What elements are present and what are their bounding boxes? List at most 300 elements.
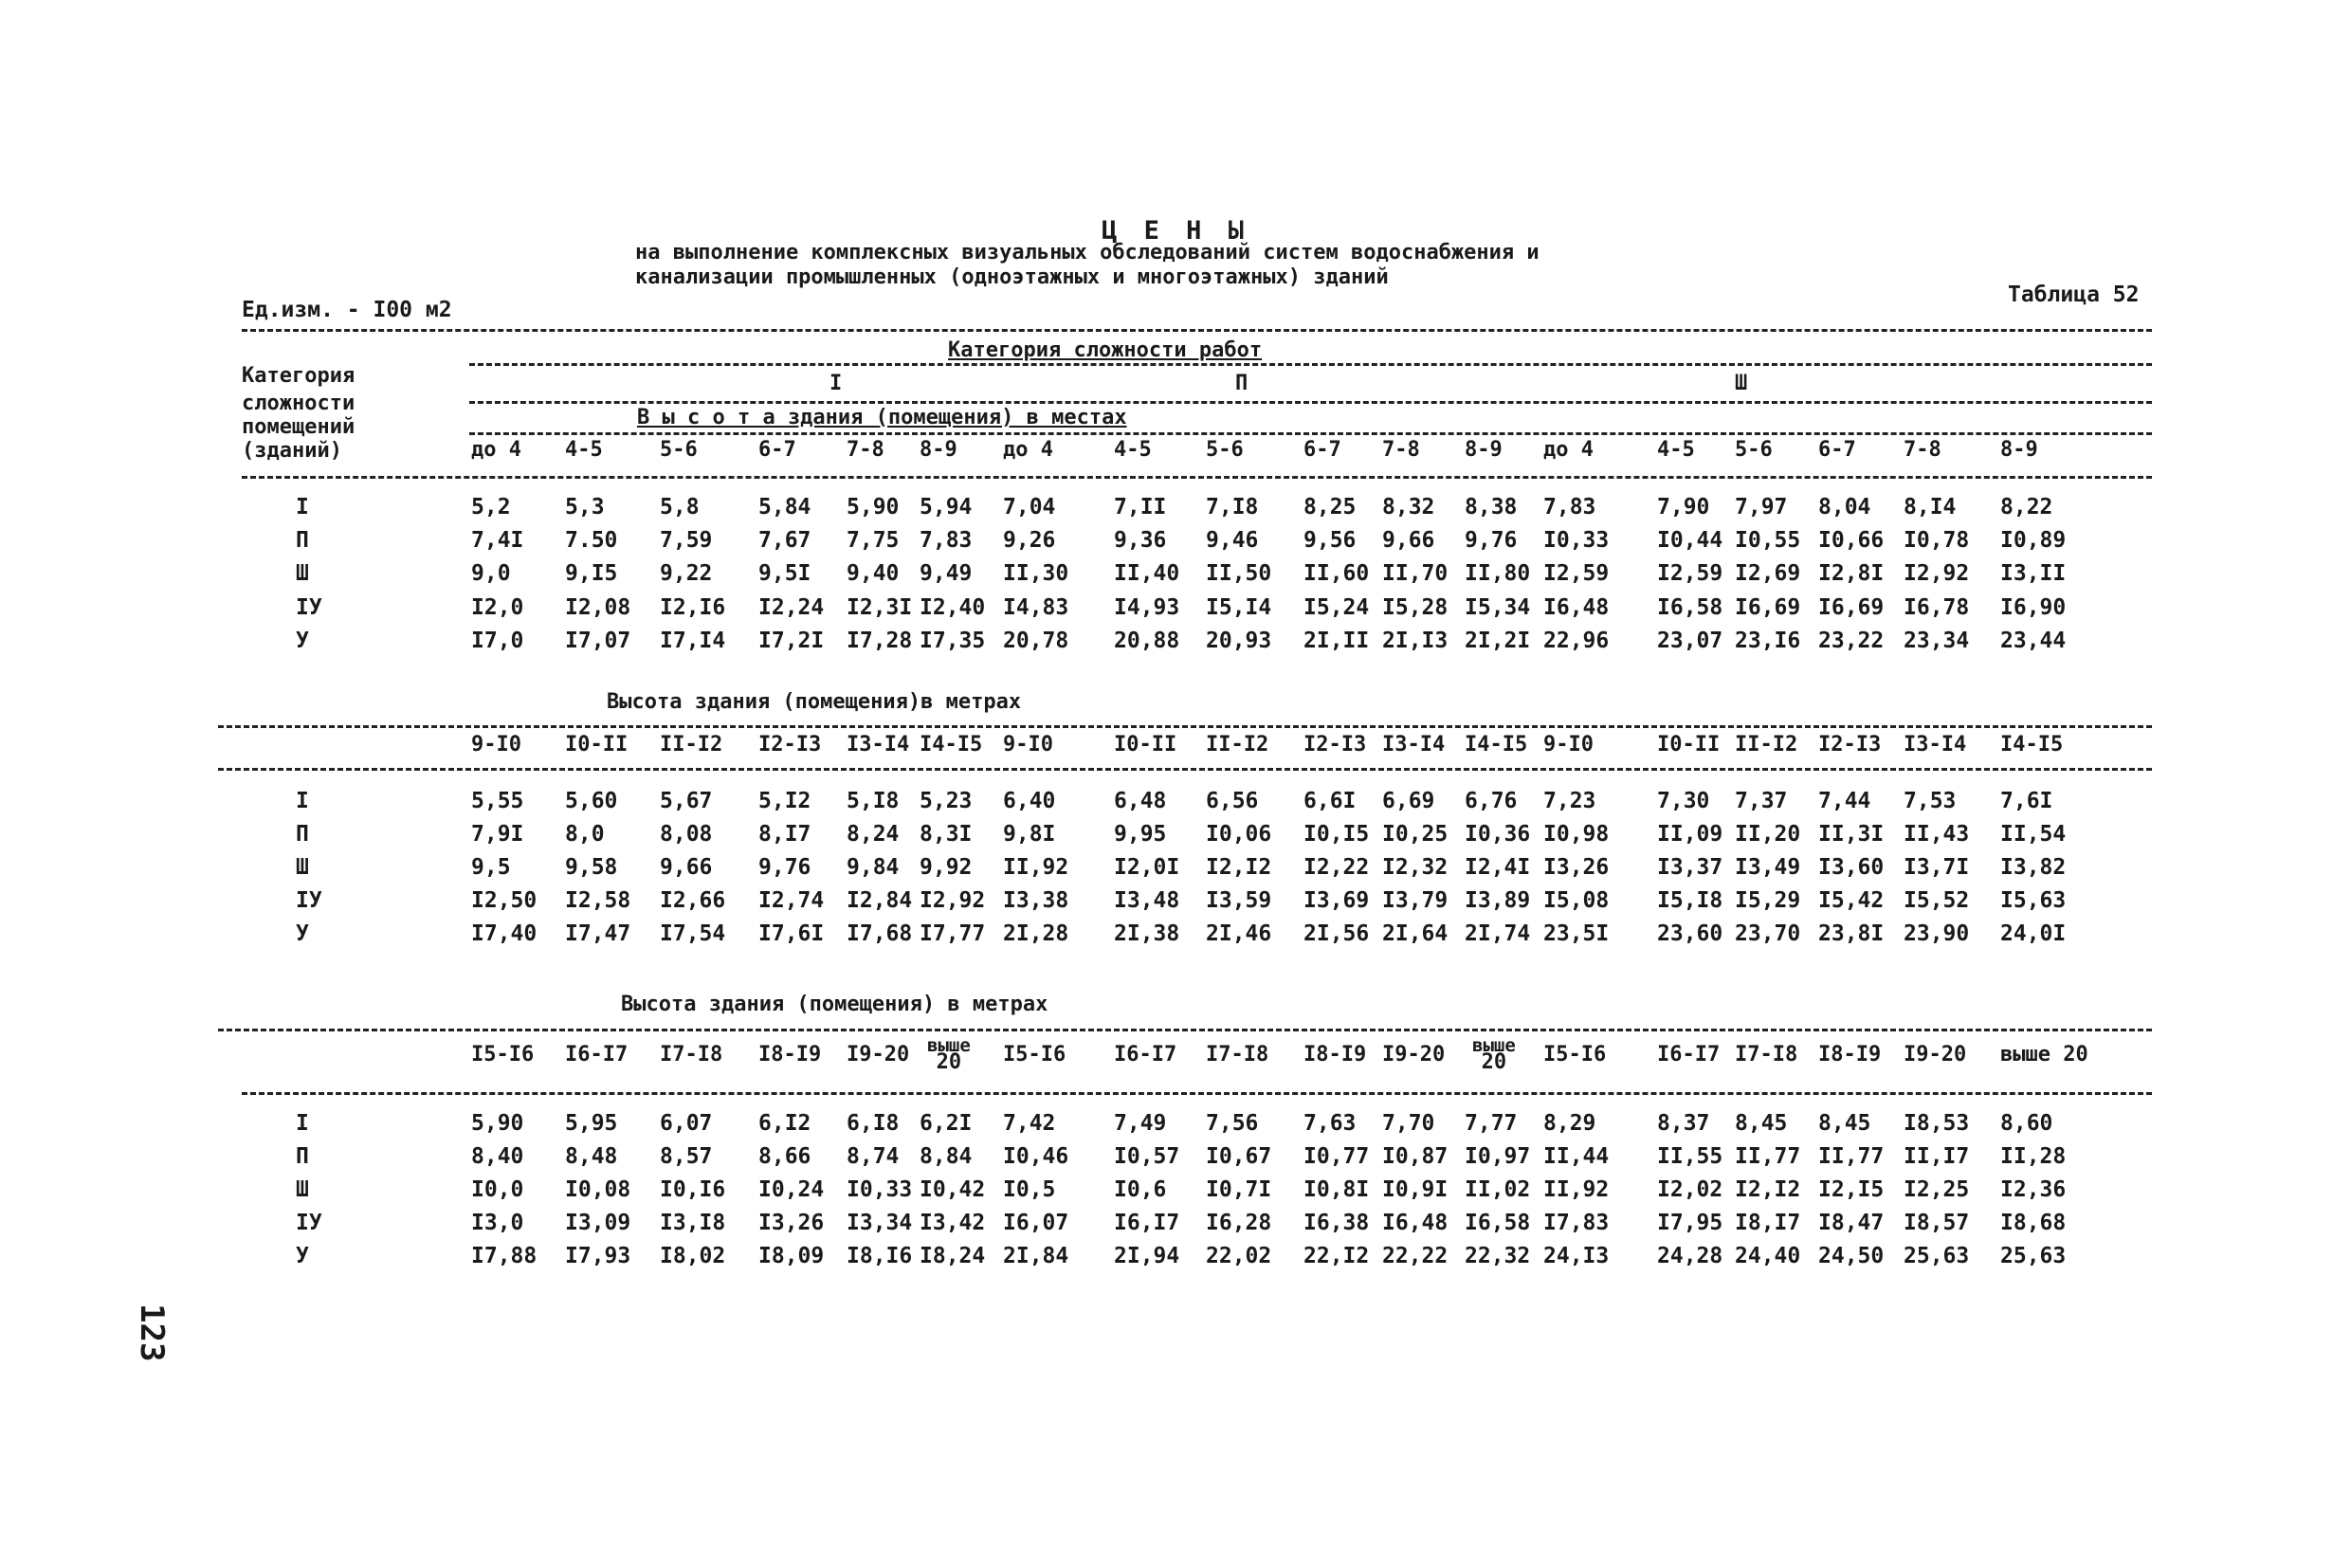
column-header: I6-I7	[565, 1043, 629, 1067]
table-cell: I0,33	[1543, 528, 1610, 553]
table-cell: 9,92	[920, 855, 973, 880]
table-cell: 5,90	[847, 495, 900, 520]
column-header: II-I2	[1206, 733, 1269, 757]
column-header: 7-8	[1382, 438, 1420, 462]
section2-rule-bottom	[218, 768, 2152, 771]
table-cell: I2,69	[1735, 561, 1801, 586]
table-cell: 6,07	[660, 1111, 713, 1136]
table-cell: 7,44	[1818, 789, 1871, 813]
column-header: I5-I6	[1543, 1043, 1607, 1067]
table-cell: II,54	[2000, 822, 2067, 847]
table-cell: I7,77	[920, 921, 986, 946]
table-cell: I3,38	[1003, 888, 1069, 913]
table-cell: 7,83	[920, 528, 973, 553]
table-cell: I2,02	[1657, 1177, 1723, 1202]
table-cell: 8,45	[1735, 1111, 1788, 1136]
table-cell: 6,I8	[847, 1111, 900, 1136]
table-cell: I2,I2	[1735, 1177, 1801, 1202]
table-cell: I2,40	[920, 595, 986, 620]
table-cell: I6,69	[1735, 595, 1801, 620]
table-cell: I5,I4	[1206, 595, 1272, 620]
table-cell: II,70	[1382, 561, 1449, 586]
table-cell: 5,23	[920, 789, 973, 813]
column-header: I9-20	[1904, 1043, 1967, 1067]
height-caption-first: В ы с о т а здания (помещения) в местах	[637, 406, 1127, 429]
table-cell: 2I,64	[1382, 921, 1449, 946]
table-cell: I0,44	[1657, 528, 1723, 553]
table-cell: 24,28	[1657, 1244, 1723, 1268]
column-header: II-I2	[660, 733, 723, 757]
table-cell: I7,I4	[660, 629, 726, 653]
table-cell: I0,I5	[1303, 822, 1370, 847]
table-number: Таблица 52	[2008, 283, 2140, 307]
table-cell: 8,3I	[920, 822, 973, 847]
table-cell: II,40	[1114, 561, 1180, 586]
table-cell: 23,I6	[1735, 629, 1801, 653]
table-cell: I5,24	[1303, 595, 1370, 620]
table-cell: 8,24	[847, 822, 900, 847]
table-cell: I6,90	[2000, 595, 2067, 620]
table-cell: 9,5	[471, 855, 511, 880]
table-cell: I3,I8	[660, 1211, 726, 1235]
group-label-1: I	[829, 372, 843, 395]
table-cell: 8,08	[660, 822, 713, 847]
rule-category	[469, 363, 2152, 366]
table-cell: I2,59	[1543, 561, 1610, 586]
table-cell: I0,66	[1818, 528, 1885, 553]
table-cell: 6,56	[1206, 789, 1259, 813]
table-cell: I5,34	[1465, 595, 1531, 620]
table-cell: 7,67	[758, 528, 811, 553]
table-cell: I8,09	[758, 1244, 825, 1268]
table-cell: I0,9I	[1382, 1177, 1449, 1202]
table-cell: 9,56	[1303, 528, 1357, 553]
table-cell: II,50	[1206, 561, 1272, 586]
table-cell: I3,7I	[1904, 855, 1970, 880]
table-cell: I0,7I	[1206, 1177, 1272, 1202]
table-cell: 6,40	[1003, 789, 1056, 813]
table-cell: 7,04	[1003, 495, 1056, 520]
table-cell: 6,48	[1114, 789, 1167, 813]
row-label: Ш	[296, 561, 309, 586]
table-cell: I2,25	[1904, 1177, 1970, 1202]
column-header: 4-5	[1114, 438, 1152, 462]
table-cell: 2I,94	[1114, 1244, 1180, 1268]
table-cell: 8,29	[1543, 1111, 1596, 1136]
column-header: I6-I7	[1114, 1043, 1177, 1067]
table-cell: I3,II	[2000, 561, 2067, 586]
table-cell: I5,08	[1543, 888, 1610, 913]
table-cell: 7,30	[1657, 789, 1710, 813]
rule-height	[469, 432, 2152, 435]
table-cell: I0,77	[1303, 1144, 1370, 1169]
table-cell: 8,74	[847, 1144, 900, 1169]
table-cell: I5,42	[1818, 888, 1885, 913]
column-header: до 4	[1543, 438, 1594, 462]
table-cell: I2,58	[565, 888, 631, 913]
table-cell: I3,0	[471, 1211, 524, 1235]
table-cell: 7,49	[1114, 1111, 1167, 1136]
table-cell: I7,68	[847, 921, 913, 946]
table-cell: I2,36	[2000, 1177, 2067, 1202]
table-cell: I5,28	[1382, 595, 1449, 620]
table-cell: I3,69	[1303, 888, 1370, 913]
table-cell: II,92	[1003, 855, 1069, 880]
column-header: I4-I5	[2000, 733, 2064, 757]
table-cell: I2,92	[920, 888, 986, 913]
table-cell: 23,90	[1904, 921, 1970, 946]
table-cell: 5,3	[565, 495, 605, 520]
table-cell: 9,40	[847, 561, 900, 586]
column-header: 5-6	[660, 438, 698, 462]
row-label: IУ	[296, 888, 322, 913]
column-header: II-I2	[1735, 733, 1798, 757]
table-cell: 23,8I	[1818, 921, 1885, 946]
table-cell: 2I,56	[1303, 921, 1370, 946]
unit-of-measure: Ед.изм. - I00 м2	[242, 298, 452, 322]
column-header: 8-9	[2000, 438, 2038, 462]
rule-header-bottom	[242, 476, 2152, 479]
table-cell: 8,37	[1657, 1111, 1710, 1136]
table-cell: I0,5	[1003, 1177, 1056, 1202]
table-cell: 2I,38	[1114, 921, 1180, 946]
rule-top	[242, 329, 2152, 332]
table-cell: I3,60	[1818, 855, 1885, 880]
table-cell: I2,84	[847, 888, 913, 913]
column-header: 8-9	[920, 438, 957, 462]
table-cell: 5,2	[471, 495, 511, 520]
table-cell: 8,0	[565, 822, 605, 847]
group-label-2: П	[1235, 372, 1248, 395]
table-cell: I6,58	[1465, 1211, 1531, 1235]
table-cell: 2I,II	[1303, 629, 1370, 653]
table-cell: I0,08	[565, 1177, 631, 1202]
table-cell: I5,52	[1904, 888, 1970, 913]
table-cell: 8,60	[2000, 1111, 2053, 1136]
column-header: 6-7	[1818, 438, 1856, 462]
table-cell: I7,83	[1543, 1211, 1610, 1235]
table-cell: 22,96	[1543, 629, 1610, 653]
table-cell: 23,44	[2000, 629, 2067, 653]
table-cell: I5,I8	[1657, 888, 1723, 913]
table-cell: 7,56	[1206, 1111, 1259, 1136]
table-cell: 5,67	[660, 789, 713, 813]
table-cell: 9,46	[1206, 528, 1259, 553]
table-cell: 7,6I	[2000, 789, 2053, 813]
table-cell: 2I,2I	[1465, 629, 1531, 653]
row-label: У	[296, 921, 309, 946]
row-label: П	[296, 1144, 309, 1169]
table-cell: 2I,I3	[1382, 629, 1449, 653]
table-cell: I6,78	[1904, 595, 1970, 620]
table-cell: I2,0I	[1114, 855, 1180, 880]
table-cell: I8,I7	[1735, 1211, 1801, 1235]
table-cell: I3,82	[2000, 855, 2067, 880]
table-cell: 8,38	[1465, 495, 1518, 520]
table-cell: I2,74	[758, 888, 825, 913]
table-cell: I8,68	[2000, 1211, 2067, 1235]
table-cell: I7,35	[920, 629, 986, 653]
table-cell: 24,50	[1818, 1244, 1885, 1268]
table-cell: I2,66	[660, 888, 726, 913]
category-header-title: Категория сложности работ	[948, 338, 1263, 362]
column-header: I9-20	[847, 1043, 910, 1067]
column-header: I8-I9	[1303, 1043, 1367, 1067]
table-cell: 23,60	[1657, 921, 1723, 946]
table-cell: I2,08	[565, 595, 631, 620]
table-cell: 25,63	[1904, 1244, 1970, 1268]
table-cell: 9,84	[847, 855, 900, 880]
table-cell: I3,09	[565, 1211, 631, 1235]
table-cell: 8,48	[565, 1144, 618, 1169]
column-header: I7-I8	[1735, 1043, 1798, 1067]
column-header: I7-I8	[660, 1043, 723, 1067]
section2-rule-top	[218, 725, 2152, 728]
table-cell: II,77	[1818, 1144, 1885, 1169]
table-cell: I3,26	[1543, 855, 1610, 880]
table-cell: I0,89	[2000, 528, 2067, 553]
table-cell: I2,I5	[1818, 1177, 1885, 1202]
table-cell: I5,29	[1735, 888, 1801, 913]
table-cell: 8,57	[660, 1144, 713, 1169]
table-cell: 5,84	[758, 495, 811, 520]
table-cell: I0,24	[758, 1177, 825, 1202]
table-cell: I2,22	[1303, 855, 1370, 880]
table-cell: I7,28	[847, 629, 913, 653]
table-cell: I2,I6	[660, 595, 726, 620]
table-cell: I2,50	[471, 888, 538, 913]
table-cell: I7,47	[565, 921, 631, 946]
table-cell: 9,0	[471, 561, 511, 586]
table-cell: II,77	[1735, 1144, 1801, 1169]
table-cell: 23,07	[1657, 629, 1723, 653]
table-cell: I0,97	[1465, 1144, 1531, 1169]
table-cell: 9,76	[758, 855, 811, 880]
column-header: выше 20	[927, 1035, 971, 1074]
table-cell: 7,23	[1543, 789, 1596, 813]
column-header: I7-I8	[1206, 1043, 1269, 1067]
table-cell: 22,32	[1465, 1244, 1531, 1268]
table-cell: I0,6	[1114, 1177, 1167, 1202]
table-cell: I7,93	[565, 1244, 631, 1268]
table-cell: 23,22	[1818, 629, 1885, 653]
table-cell: 5,95	[565, 1111, 618, 1136]
table-cell: I6,48	[1543, 595, 1610, 620]
column-header: 9-I0	[1543, 733, 1594, 757]
column-header: 9-I0	[1003, 733, 1053, 757]
table-cell: 8,22	[2000, 495, 2053, 520]
table-cell: I0,46	[1003, 1144, 1069, 1169]
document-subtitle-line1: на выполнение комплексных визуальных обследований систем водоснабжения и	[635, 241, 1540, 264]
table-cell: I6,69	[1818, 595, 1885, 620]
table-cell: 5,94	[920, 495, 973, 520]
table-cell: 9,95	[1114, 822, 1167, 847]
column-header: I8-I9	[758, 1043, 822, 1067]
column-header: выше 20	[1472, 1035, 1516, 1074]
table-cell: II,55	[1657, 1144, 1723, 1169]
table-cell: I0,0	[471, 1177, 524, 1202]
table-cell: 23,34	[1904, 629, 1970, 653]
table-cell: 8,45	[1818, 1111, 1871, 1136]
table-cell: 9,5I	[758, 561, 811, 586]
column-header: 7-8	[847, 438, 884, 462]
table-cell: II,02	[1465, 1177, 1531, 1202]
column-header: 4-5	[1657, 438, 1695, 462]
row-label: IУ	[296, 1211, 322, 1235]
column-header: I3-I4	[847, 733, 910, 757]
table-cell: I6,38	[1303, 1211, 1370, 1235]
table-cell: II,92	[1543, 1177, 1610, 1202]
table-cell: II,09	[1657, 822, 1723, 847]
row-label: Ш	[296, 855, 309, 880]
table-cell: 7,4I	[471, 528, 524, 553]
table-cell: 24,40	[1735, 1244, 1801, 1268]
table-cell: I6,07	[1003, 1211, 1069, 1235]
table-cell: 24,0I	[2000, 921, 2067, 946]
row-label: Ш	[296, 1177, 309, 1202]
table-cell: 7,I8	[1206, 495, 1259, 520]
column-header: I2-I3	[1818, 733, 1882, 757]
table-cell: 2I,46	[1206, 921, 1272, 946]
table-cell: 7,97	[1735, 495, 1788, 520]
table-cell: 7,75	[847, 528, 900, 553]
table-cell: II,80	[1465, 561, 1531, 586]
table-cell: 7,77	[1465, 1111, 1518, 1136]
table-cell: 5,55	[471, 789, 524, 813]
table-cell: I2,3I	[847, 595, 913, 620]
table-cell: 8,66	[758, 1144, 811, 1169]
table-cell: 22,02	[1206, 1244, 1272, 1268]
table-cell: 9,22	[660, 561, 713, 586]
table-cell: II,43	[1904, 822, 1970, 847]
table-cell: 6,6I	[1303, 789, 1357, 813]
table-cell: I0,06	[1206, 822, 1272, 847]
column-header: I5-I6	[1003, 1043, 1066, 1067]
table-cell: 9,66	[1382, 528, 1435, 553]
table-cell: 8,I7	[758, 822, 811, 847]
table-cell: I0,67	[1206, 1144, 1272, 1169]
table-cell: 8,40	[471, 1144, 524, 1169]
table-cell: I6,58	[1657, 595, 1723, 620]
table-cell: 9,8I	[1003, 822, 1056, 847]
table-cell: 7.50	[565, 528, 618, 553]
table-cell: I8,57	[1904, 1211, 1970, 1235]
table-cell: I4,93	[1114, 595, 1180, 620]
column-header: 7-8	[1904, 438, 1941, 462]
table-cell: I8,24	[920, 1244, 986, 1268]
table-cell: I8,53	[1904, 1111, 1970, 1136]
table-cell: I2,0	[471, 595, 524, 620]
table-cell: I2,59	[1657, 561, 1723, 586]
column-header: до 4	[471, 438, 521, 462]
column-header: I2-I3	[1303, 733, 1367, 757]
section2-caption: Высота здания (помещения)в метрах	[607, 690, 1022, 714]
table-cell: 2I,74	[1465, 921, 1531, 946]
table-cell: 9,26	[1003, 528, 1056, 553]
table-cell: I3,59	[1206, 888, 1272, 913]
table-cell: 9,66	[660, 855, 713, 880]
column-header: I0-II	[1657, 733, 1721, 757]
table-cell: I8,47	[1818, 1211, 1885, 1235]
table-cell: I7,6I	[758, 921, 825, 946]
table-cell: 5,I2	[758, 789, 811, 813]
group-label-3: Ш	[1735, 372, 1748, 395]
table-cell: I0,36	[1465, 822, 1531, 847]
section3-rule-top	[218, 1029, 2152, 1031]
row-label: I	[296, 789, 309, 813]
table-cell: 7,63	[1303, 1111, 1357, 1136]
table-cell: 7,II	[1114, 495, 1167, 520]
table-cell: 6,69	[1382, 789, 1435, 813]
table-cell: 22,22	[1382, 1244, 1449, 1268]
table-cell: 9,58	[565, 855, 618, 880]
table-cell: 6,2I	[920, 1111, 973, 1136]
side-header-line3: помещений	[242, 415, 355, 439]
table-cell: 20,88	[1114, 629, 1180, 653]
row-label: У	[296, 629, 309, 653]
column-header: I6-I7	[1657, 1043, 1721, 1067]
table-cell: I2,92	[1904, 561, 1970, 586]
table-cell: I0,87	[1382, 1144, 1449, 1169]
table-cell: I6,48	[1382, 1211, 1449, 1235]
table-cell: 7,59	[660, 528, 713, 553]
column-header: I4-I5	[920, 733, 983, 757]
table-cell: I0,98	[1543, 822, 1610, 847]
table-cell: 7,9I	[471, 822, 524, 847]
table-cell: I7,2I	[758, 629, 825, 653]
table-cell: I2,4I	[1465, 855, 1531, 880]
table-cell: 7,70	[1382, 1111, 1435, 1136]
column-header: I0-II	[1114, 733, 1177, 757]
table-cell: 6,I2	[758, 1111, 811, 1136]
column-header: I3-I4	[1382, 733, 1446, 757]
table-cell: I2,I2	[1206, 855, 1272, 880]
table-cell: 2I,84	[1003, 1244, 1069, 1268]
table-cell: I0,78	[1904, 528, 1970, 553]
column-header: 6-7	[1303, 438, 1341, 462]
table-cell: I3,37	[1657, 855, 1723, 880]
table-cell: I0,42	[920, 1177, 986, 1202]
table-cell: 5,8	[660, 495, 700, 520]
table-cell: I4,83	[1003, 595, 1069, 620]
row-label: П	[296, 528, 309, 553]
table-cell: I8,02	[660, 1244, 726, 1268]
table-cell: I7,95	[1657, 1211, 1723, 1235]
table-cell: I2,32	[1382, 855, 1449, 880]
table-cell: 22,I2	[1303, 1244, 1370, 1268]
table-cell: I7,54	[660, 921, 726, 946]
column-header: выше 20	[2000, 1043, 2088, 1067]
column-header: I2-I3	[758, 733, 822, 757]
table-cell: 5,60	[565, 789, 618, 813]
column-header: I8-I9	[1818, 1043, 1882, 1067]
table-cell: 8,I4	[1904, 495, 1957, 520]
table-cell: I0,33	[847, 1177, 913, 1202]
side-header-line4: (зданий)	[242, 439, 342, 463]
table-cell: 8,84	[920, 1144, 973, 1169]
table-cell: 7,37	[1735, 789, 1788, 813]
table-cell: I3,79	[1382, 888, 1449, 913]
row-label: I	[296, 1111, 309, 1136]
table-cell: I0,55	[1735, 528, 1801, 553]
column-header: 8-9	[1465, 438, 1503, 462]
table-cell: 20,78	[1003, 629, 1069, 653]
table-cell: I7,88	[471, 1244, 538, 1268]
column-header: 5-6	[1735, 438, 1773, 462]
table-cell: 8,04	[1818, 495, 1871, 520]
rule-groups	[469, 401, 2152, 404]
table-cell: 9,76	[1465, 528, 1518, 553]
